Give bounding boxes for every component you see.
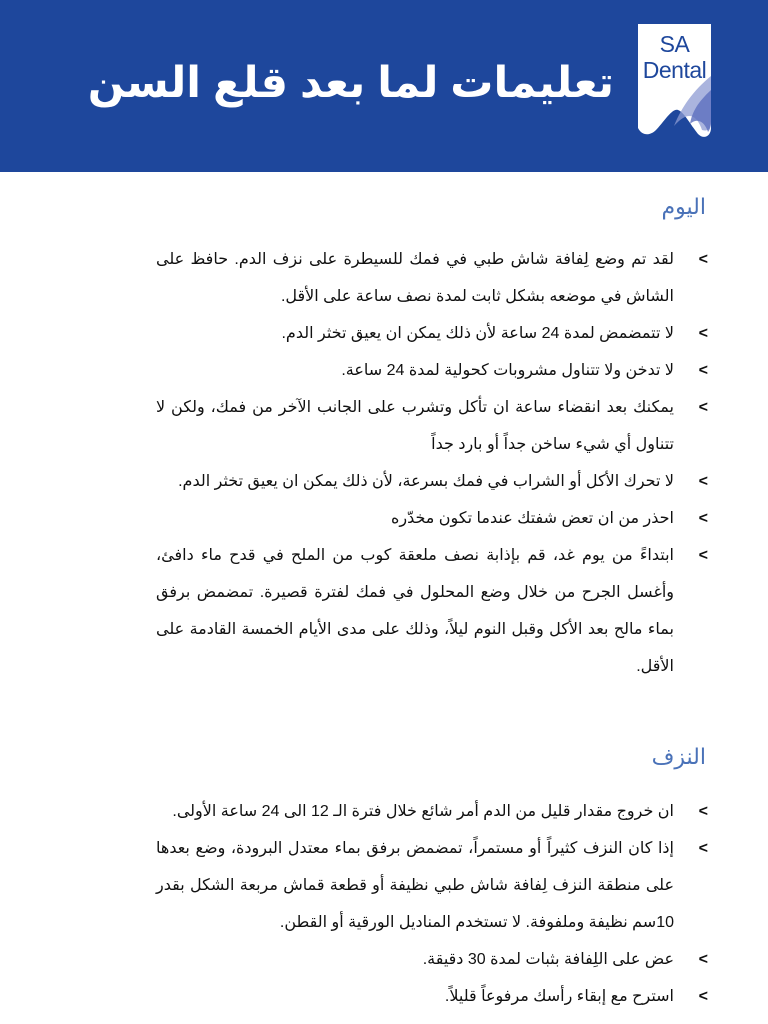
list-item (156, 941, 708, 978)
list-item-text: احذر من ان تعض شفتك عندما تكون مخدّره (390, 510, 674, 527)
list-item (156, 537, 708, 685)
bullet-arrow-icon: > (698, 251, 708, 268)
logo-line-sa: SA (659, 31, 690, 57)
list-item (156, 793, 708, 830)
list-item (156, 463, 708, 500)
list-item-text: لا تدخن ولا تتناول مشروبات كحولية لمدة 24 ساعة. (341, 362, 674, 379)
logo-text (634, 31, 715, 83)
list-item-text: عض على اللِفافة بثبات لمدة 30 دقيقة. (422, 951, 674, 968)
bullet-arrow-icon: > (698, 510, 708, 527)
list-item (156, 352, 708, 389)
bullet-arrow-icon: > (698, 840, 708, 857)
list-item (156, 978, 708, 1015)
section-heading-bleeding: النزف (651, 744, 706, 769)
logo-line-dental: Dental (642, 57, 707, 83)
list-item (156, 315, 708, 352)
bullet-arrow-icon: > (698, 399, 708, 416)
list-item-text: لا تتمضمض لمدة 24 ساعة لأن ذلك يمكن ان يعيق تخثر الدم. (281, 325, 674, 342)
list-item (156, 241, 708, 315)
bleeding-instructions-list (156, 793, 708, 1015)
list-item-text: استرح مع إبقاء رأسك مرفوعاً قليلاً. (444, 988, 674, 1005)
list-item-text: لا تحرك الأكل أو الشراب في فمك بسرعة، لأن ذلك يمكن ان يعيق تخثر الدم. (178, 473, 674, 490)
list-item (156, 500, 708, 537)
section-heading-today: اليوم (661, 194, 706, 219)
bullet-arrow-icon: > (698, 547, 708, 564)
list-item-text: ابتداءً من يوم غد، قم بإذابة نصف ملعقة كوب من الملح في قدح ماء دافئ، وأغسل الجرح من خلال وضع المحلول في فمك لفترة قصيرة. تمضمض برفق بماء مالح بعد الأكل وقبل النوم ليلاً، وذلك على مدى الأيام الخمسة القادمة على الأقل. (156, 547, 674, 675)
bullet-arrow-icon: > (698, 362, 708, 379)
bullet-arrow-icon: > (698, 803, 708, 820)
list-item-text: ان خروج مقدار قليل من الدم أمر شائع خلال فترة الـ 12 الى 24 ساعة الأولى. (172, 803, 674, 820)
bullet-arrow-icon: > (698, 951, 708, 968)
bullet-arrow-icon: > (698, 988, 708, 1005)
bullet-arrow-icon: > (698, 325, 708, 342)
list-item-text: يمكنك بعد انقضاء ساعة ان تأكل وتشرب على الجانب الآخر من فمك، ولكن لا تتناول أي شيء ساخن جداً أو بارد جداً (156, 399, 674, 453)
today-instructions-list (156, 241, 708, 685)
page-title: تعليمات لما بعد قلع السن (87, 59, 614, 107)
list-item-text: لقد تم وضع لِفافة شاش طبي في فمك للسيطرة على نزف الدم. حافظ على الشاش في موضعه بشكل ثابت لمدة نصف ساعة على الأقل. (156, 251, 674, 305)
list-item-text: إذا كان النزف كثيراً أو مستمراً، تمضمض برفق بماء معتدل البرودة، وضع بعدها على منطقة النزف لِفافة شاش طبي نظيفة أو قطعة قماش مربعة الشكل بقدر 10سم نظيفة وملفوفة. لا تستخدم المناديل الورقية أو القطن. (156, 840, 674, 931)
bullet-arrow-icon: > (698, 473, 708, 490)
list-item (156, 389, 708, 463)
header-banner (0, 0, 768, 172)
list-item (156, 830, 708, 941)
sa-dental-logo (634, 20, 715, 140)
